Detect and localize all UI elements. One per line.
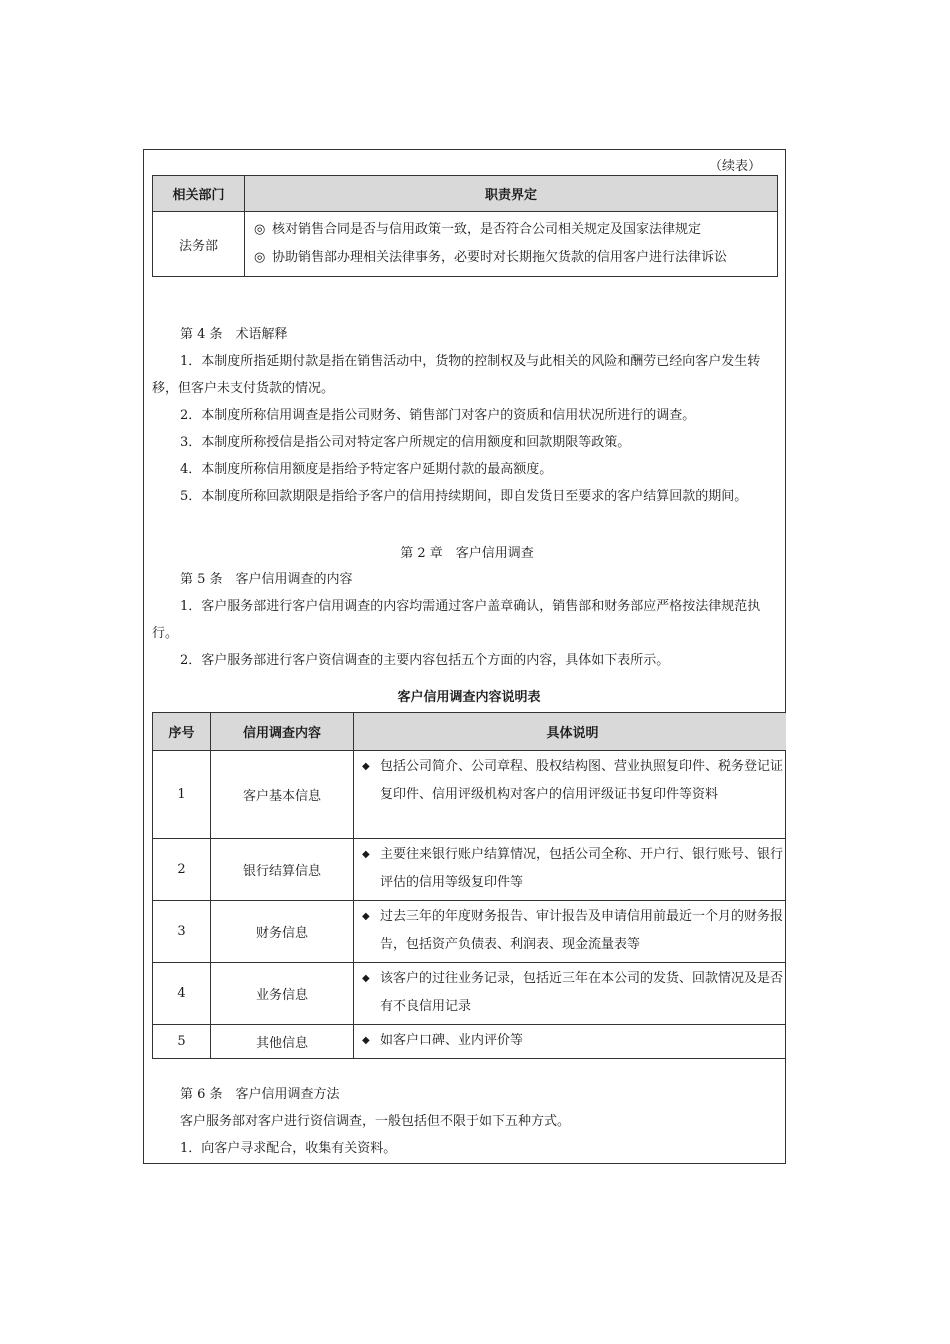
row-item: 客户基本信息 [211,751,354,839]
diamond-bullet-icon: ◆ [362,1035,370,1046]
desc-text: 如客户口碑、业内评价等 [380,1033,524,1048]
desc-text: 该客户的过往业务记录，包括近三年在本公司的发货、回款情况及是否有不良信用记录 [380,971,784,1014]
row-desc [354,751,792,839]
chapter-heading: 第 2 章 客户信用调查 [400,546,534,561]
row-item: 银行结算信息 [211,839,354,901]
header-no: 序号 [153,713,211,751]
diamond-bullet-icon: ◆ [362,761,370,772]
credit-survey-table [152,712,792,1059]
duty-text: 协助销售部办理相关法律事务，必要时对长期拖欠货款的信用客户进行法律诉讼 [272,250,728,265]
table-header-row [153,713,792,751]
row-no: 1 [153,751,211,839]
article4-item-4: 4．本制度所称信用额度是指给予特定客户延期付款的最高额度。 [180,462,553,477]
diamond-bullet-icon: ◆ [362,973,370,984]
header-duty: 职责界定 [245,176,778,212]
table-row [153,1025,792,1059]
desc-text: 主要往来银行账户结算情况，包括公司全称、开户行、银行账号、银行评估的信用等级复印件等 [380,847,784,890]
duty-text: 核对销售合同是否与信用政策一致，是否符合公司相关规定及国家法律规定 [272,222,702,237]
table-row [153,751,792,839]
dept-cell: 法务部 [153,212,245,277]
table-row [153,963,792,1025]
circle-bullet-icon: ◎ [254,222,266,237]
article5-title: 第 5 条 客户信用调查的内容 [180,572,353,587]
row-desc [354,963,792,1025]
desc-text: 过去三年的年度财务报告、审计报告及申请信用前最近一个月的财务报告，包括资产负债表、利润表、现金流量表等 [380,909,784,952]
desc-text: 包括公司简介、公司章程、股权结构图、营业执照复印件、税务登记证复印件、信用评级机构对客户的信用评级证书复印件等资料 [380,759,784,802]
duty-item [254,244,769,272]
duty-cell [245,212,778,277]
article5-item-2: 2．客户服务部进行客户资信调查的主要内容包括五个方面的内容，具体如下表所示。 [180,653,670,668]
row-no: 5 [153,1025,211,1059]
row-item: 财务信息 [211,901,354,963]
article6-title: 第 6 条 客户信用调查方法 [180,1087,340,1102]
row-item: 其他信息 [211,1025,354,1059]
article4-item-5: 5．本制度所称回款期限是指给予客户的信用持续期间，即自发货日至要求的客户结算回款的期间。 [180,489,748,504]
row-no: 2 [153,839,211,901]
header-desc: 具体说明 [354,713,792,751]
article4-title: 第 4 条 术语解释 [180,327,288,342]
article5-item-1: 1．客户服务部进行客户信用调查的内容均需通过客户盖章确认，销售部和财务部应严格按法律规范执行。 [152,599,761,641]
article6-item-2: 1．向客户寻求配合，收集有关资料。 [180,1141,397,1156]
row-desc [354,1025,792,1059]
responsibility-table [152,175,778,277]
table-row [153,901,792,963]
table-header-row [153,176,778,212]
row-no: 4 [153,963,211,1025]
row-no: 3 [153,901,211,963]
article4-item-1: 1．本制度所指延期付款是指在销售活动中，货物的控制权及与此相关的风险和酬劳已经向客户发生转移，但客户未支付货款的情况。 [152,354,761,396]
diamond-bullet-icon: ◆ [362,911,370,922]
table-row [153,212,778,277]
article4-item-2: 2．本制度所称信用调查是指公司财务、销售部门对客户的资质和信用状况所进行的调查。 [180,408,696,423]
header-item: 信用调查内容 [211,713,354,751]
circle-bullet-icon: ◎ [254,250,266,265]
duty-item [254,216,769,244]
article4-item-3: 3．本制度所称授信是指公司对特定客户所规定的信用额度和回款期限等政策。 [180,435,631,450]
table2-title: 客户信用调查内容说明表 [397,690,541,705]
continued-label: （续表） [709,159,762,174]
row-desc [354,901,792,963]
table-overflow-mask [786,700,806,1080]
table-row [153,839,792,901]
row-item: 业务信息 [211,963,354,1025]
header-dept: 相关部门 [153,176,245,212]
diamond-bullet-icon: ◆ [362,849,370,860]
article6-item-1: 客户服务部对客户进行资信调查，一般包括但不限于如下五种方式。 [180,1114,571,1129]
row-desc [354,839,792,901]
